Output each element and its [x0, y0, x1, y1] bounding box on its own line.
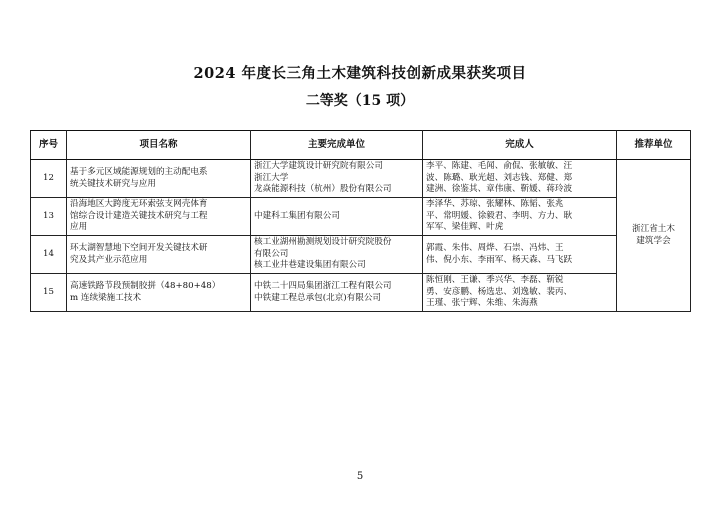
- row-seq: 14: [31, 236, 67, 274]
- people-line: 陈恒刚、王谦、季兴华、李磊、靳锐: [426, 275, 564, 286]
- project-line: 基于多元区域能源规划的主动配电系: [70, 167, 208, 178]
- people-line: 郭霞、朱伟、周烨、石崇、冯炜、王: [426, 243, 564, 254]
- project-line: 高速铁路节段预制胶拼（48+80+48）: [70, 281, 221, 292]
- recommender-line: 建筑学会: [636, 235, 671, 246]
- table-row: [31, 274, 691, 312]
- unit-line: 中铁建工程总承包(北京)有限公司: [254, 292, 382, 303]
- row-people: [423, 198, 617, 236]
- table-row: [31, 160, 691, 198]
- row-people: [423, 236, 617, 274]
- row-seq: 12: [31, 160, 67, 198]
- people-line: 王瑾、张宁辉、朱维、朱海燕: [426, 298, 538, 309]
- row-seq: 13: [31, 198, 67, 236]
- row-units: [251, 236, 423, 274]
- table-row: [31, 236, 691, 274]
- people-line: 李平、陈建、毛闻、俞侃、张敏敏、汪: [426, 161, 573, 172]
- recommender-line: 浙江省土木: [632, 224, 675, 235]
- row-units: [251, 198, 423, 236]
- recommender-cell: [617, 160, 691, 312]
- people-line: 伟、倪小东、李雨军、杨天森、马飞跃: [426, 254, 573, 265]
- project-line: 馆综合设计建造关键技术研究与工程: [70, 210, 208, 221]
- awards-table: [30, 130, 691, 312]
- project-line: m 连续梁施工技术: [70, 292, 142, 303]
- people-line: 军军、梁佳辉、叶虎: [426, 222, 504, 233]
- project-line: 沿海地区大跨度无环索弦支网壳体育: [70, 199, 208, 210]
- people-line: 波、陈璐、耿光超、刘志钱、郑健、郑: [426, 172, 573, 183]
- row-project-name: [67, 198, 251, 236]
- header-contributors: 完成人: [423, 131, 617, 160]
- document-title: 2024 年度长三角土木建筑科技创新成果获奖项目: [193, 65, 527, 82]
- row-project-name: [67, 160, 251, 198]
- row-project-name: [67, 274, 251, 312]
- header-recommender: 推荐单位: [617, 131, 691, 160]
- people-line: 平、常明媛、徐毅君、李明、方力、耿: [426, 210, 573, 221]
- table-header-row: [31, 131, 691, 160]
- people-line: 李泽华、苏琼、张耀林、陈韬、张兆: [426, 199, 564, 210]
- header-seq: 序号: [31, 131, 67, 160]
- page-number: 5: [356, 471, 364, 482]
- table-row: [31, 198, 691, 236]
- row-units: [251, 160, 423, 198]
- project-line: 应用: [70, 222, 88, 233]
- unit-line: 浙江大学: [254, 172, 289, 183]
- header-project-name: 项目名称: [67, 131, 251, 160]
- project-line: 究及其产业示范应用: [70, 254, 148, 265]
- row-seq: 15: [31, 274, 67, 312]
- document-subtitle: 二等奖（15 项）: [305, 93, 415, 109]
- unit-line: 中建科工集团有限公司: [254, 210, 340, 221]
- unit-line: 有限公司: [254, 248, 289, 259]
- people-line: 建洲、徐鉴其、章伟康、靳媛、蒋玲波: [426, 184, 573, 195]
- project-line: 环太湖智慧地下空间开发关键技术研: [70, 243, 208, 254]
- project-line: 统关键技术研究与应用: [70, 178, 156, 189]
- row-people: [423, 160, 617, 198]
- people-line: 勇、安彦鹏、杨选忠、刘逸敏、裴丙、: [426, 286, 573, 297]
- header-main-units: 主要完成单位: [251, 131, 423, 160]
- unit-line: 核工业湖州勘测规划设计研究院股份: [254, 237, 392, 248]
- row-project-name: [67, 236, 251, 274]
- row-people: [423, 274, 617, 312]
- unit-line: 核工业井巷建设集团有限公司: [254, 260, 366, 271]
- row-units: [251, 274, 423, 312]
- unit-line: 龙焱能源科技（杭州）股份有限公司: [254, 184, 392, 195]
- unit-line: 浙江大学建筑设计研究院有限公司: [254, 161, 383, 172]
- unit-line: 中铁二十四局集团浙江工程有限公司: [254, 281, 392, 292]
